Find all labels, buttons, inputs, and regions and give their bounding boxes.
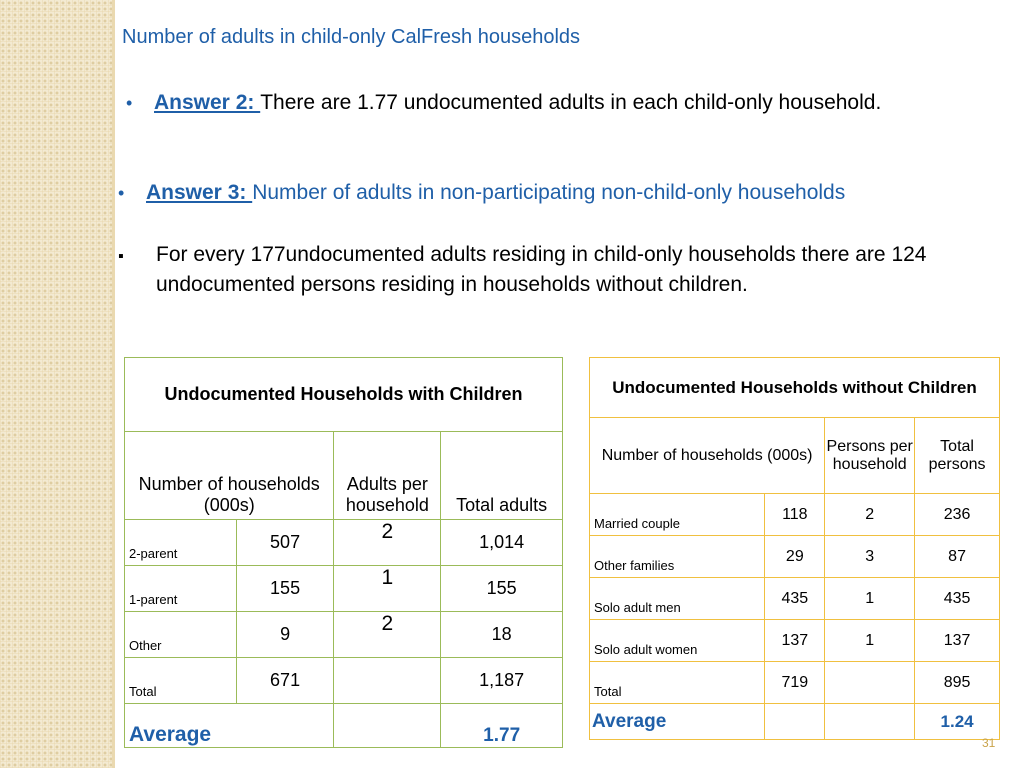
column-header-households: Number of households (000s) bbox=[590, 418, 825, 494]
average-value: 1.24 bbox=[915, 704, 1000, 740]
table-row-total: Total 719 895 bbox=[590, 662, 1000, 704]
average-value: 1.77 bbox=[441, 704, 563, 748]
page-number: 31 bbox=[982, 736, 996, 750]
answer-3-text: Number of adults in non-participating non-child-only households bbox=[252, 181, 846, 204]
table-title: Undocumented Households with Children bbox=[125, 358, 563, 432]
square-bullet-icon: ▪ bbox=[118, 248, 124, 265]
column-header-total-persons: Total persons bbox=[915, 418, 1000, 494]
answer-2-text: There are 1.77 undocumented adults in each child-only household. bbox=[260, 91, 882, 114]
column-header-total-adults: Total adults bbox=[441, 432, 563, 520]
table-households-with-children bbox=[124, 357, 563, 748]
table-row: Other 9 2 18 bbox=[125, 612, 563, 658]
bullet-answer-2 bbox=[126, 88, 886, 118]
table-title: Undocumented Households without Children bbox=[590, 358, 1000, 418]
bullet-comparison bbox=[118, 240, 978, 300]
table-row: Solo adult women 137 1 137 bbox=[590, 620, 1000, 662]
side-strip-edge bbox=[112, 0, 115, 768]
bullet-dot-icon: • bbox=[118, 183, 125, 203]
column-header-households: Number of households (000s) bbox=[125, 432, 334, 520]
bullet-answer-3 bbox=[118, 178, 998, 208]
answer-2-label: Answer 2: bbox=[154, 91, 261, 114]
table-row: 1-parent 155 1 155 bbox=[125, 566, 563, 612]
table-households-without-children bbox=[589, 357, 1000, 740]
average-label: Average bbox=[590, 704, 765, 740]
slide-title: Number of adults in child-only CalFresh households bbox=[122, 26, 581, 48]
answer-3-label: Answer 3: bbox=[146, 181, 253, 204]
table-row: Other families 29 3 87 bbox=[590, 536, 1000, 578]
average-label: Average bbox=[125, 704, 334, 748]
table-row: Married couple 118 2 236 bbox=[590, 494, 1000, 536]
table-row-total: Total 671 1,187 bbox=[125, 658, 563, 704]
table-row: Solo adult men 435 1 435 bbox=[590, 578, 1000, 620]
column-header-adults-per-household: Adults per household bbox=[334, 432, 441, 520]
decorative-side-strip bbox=[0, 0, 112, 768]
bullet-dot-icon: • bbox=[126, 93, 133, 113]
comparison-text: For every 177undocumented adults residing in child-only households there are 124 undocumented persons residing in households without children. bbox=[156, 243, 927, 296]
table-row: 2-parent 507 2 1,014 bbox=[125, 520, 563, 566]
table-row-average bbox=[125, 704, 563, 748]
column-header-persons-per-household: Persons per household bbox=[825, 418, 915, 494]
table-row-average bbox=[590, 704, 1000, 740]
